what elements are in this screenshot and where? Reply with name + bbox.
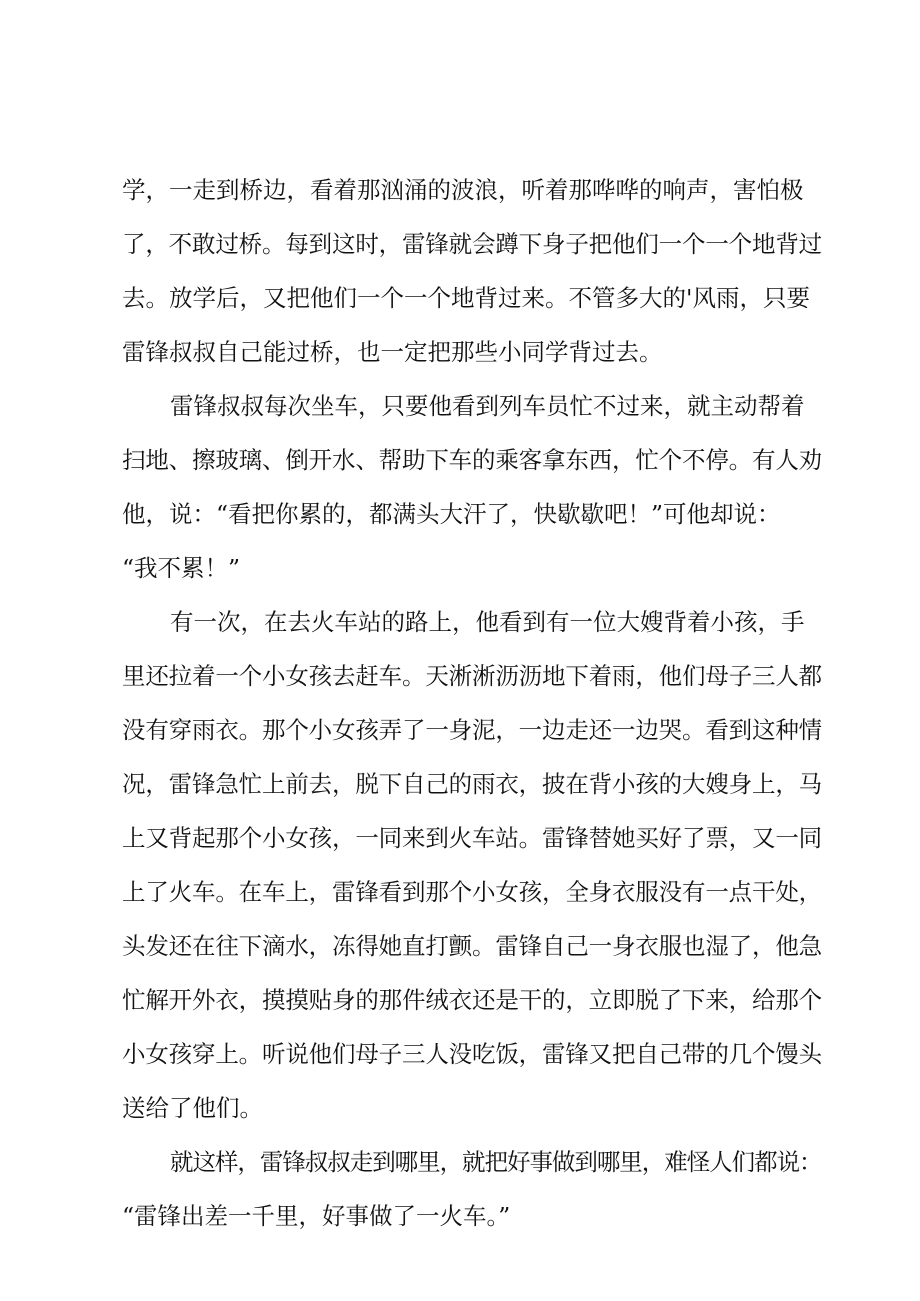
text-line: 雷锋叔叔自己能过桥，也一定把那些小同学背过去。 [122,338,663,366]
text-line: 学，一走到桥边，看着那汹涌的波浪，听着那哗哗的响声，害怕极 [122,176,804,204]
text-line: 有一次，在去火车站的路上，他看到有一位大嫂背着小孩，手 [170,608,805,636]
text-line: 没有穿雨衣。那个小女孩弄了一身泥，一边走还一边哭。看到这种情 [122,716,822,744]
text-line: 小女孩穿上。听说他们母子三人没吃饭，雷锋又把自己带的几个馒头 [122,1040,822,1068]
text-line: 况，雷锋急忙上前去，脱下自己的雨衣，披在背小孩的大嫂身上，马 [122,770,822,798]
text-line: 送给了他们。 [122,1094,263,1122]
text-line: 上了火车。在车上，雷锋看到那个小女孩，全身衣服没有一点干处， [122,878,822,906]
text-line: 扫地、擦玻璃、倒开水、帮助下车的乘客拿东西，忙个不停。有人劝 [122,446,822,474]
text-line: 忙解开外衣，摸摸贴身的那件绒衣还是干的，立即脱了下来，给那个 [122,986,822,1014]
text-line: 他，说：“看把你累的，都满头大汗了，快歇歇吧！”可他却说： [122,500,781,528]
text-line: 雷锋叔叔每次坐车，只要他看到列车员忙不过来，就主动帮着 [170,392,805,420]
text-line: 里还拉着一个小女孩去赶车。天淅淅沥沥地下着雨，他们母子三人都 [122,662,822,690]
text-line: 就这样，雷锋叔叔走到哪里，就把好事做到哪里，难怪人们都说： [170,1148,822,1176]
text-line: “我不累！” [122,554,241,582]
text-line: 去。放学后，又把他们一个一个地背过来。不管多大的'风雨，只要 [122,284,810,312]
text-line: “雷锋出差一千里，好事做了一火车。” [122,1202,511,1230]
body-text [122,163,822,1243]
text-line: 头发还在往下滴水，冻得她直打颤。雷锋自己一身衣服也湿了，他急 [122,932,822,960]
text-line: 了，不敢过桥。每到这时，雷锋就会蹲下身子把他们一个一个地背过 [122,230,822,258]
text-line: 上又背起那个小女孩，一同来到火车站。雷锋替她买好了票，又一同 [122,824,822,852]
